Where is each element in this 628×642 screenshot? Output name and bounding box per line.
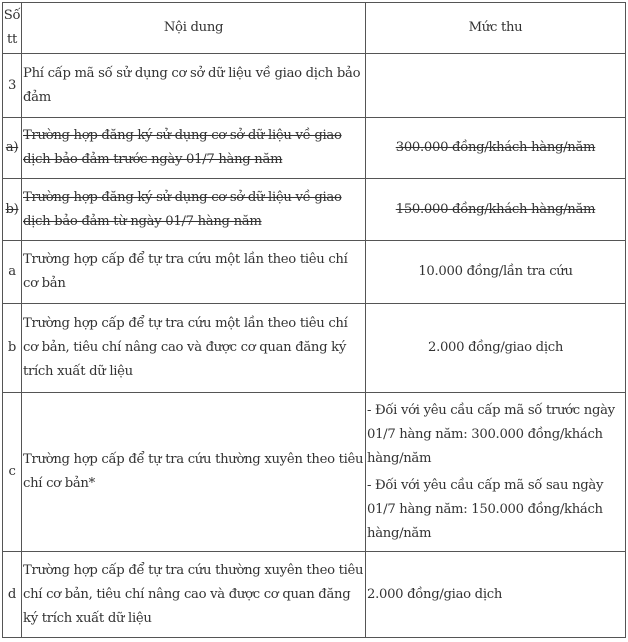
header-row: [3, 3, 626, 54]
header-fee: Mức thu: [366, 3, 626, 54]
table-row: [3, 304, 626, 393]
header-content: Nội dung: [22, 3, 366, 54]
row-content: Trường hợp cấp để tự tra cứu một lần theo tiêu chí cơ bản, tiêu chí nâng cao và được cơ quan đăng ký trích xuất dữ liệu: [22, 304, 366, 393]
row-fee: 150.000 đồng/khách hàng/năm: [366, 179, 626, 241]
table-row: [3, 552, 626, 638]
row-fee: [366, 393, 626, 552]
row-content: Trường hợp cấp để tự tra cứu một lần theo tiêu chí cơ bản: [22, 241, 366, 304]
row-content: Trường hợp cấp để tự tra cứu thường xuyên theo tiêu chí cơ bản*: [22, 393, 366, 552]
row-fee: 300.000 đồng/khách hàng/năm: [366, 118, 626, 179]
table-row: [3, 241, 626, 304]
row-fee: [366, 54, 626, 118]
row-fee: 2.000 đồng/giao dịch: [366, 304, 626, 393]
row-content: Trường hợp đăng ký sử dụng cơ sở dữ liệu về giao dịch bảo đảm từ ngày 01/7 hàng năm: [22, 179, 366, 241]
row-fee: 2.000 đồng/giao dịch: [366, 552, 626, 638]
row-number: a): [3, 118, 22, 179]
fee-after-july: - Đối với yêu cầu cấp mã số sau ngày 01/7 hàng năm: 150.000 đồng/khách hàng/năm: [367, 477, 604, 541]
table-row: [3, 393, 626, 552]
row-number: b): [3, 179, 22, 241]
row-number: b: [3, 304, 22, 393]
row-number: c: [3, 393, 22, 552]
header-stt: Số tt: [3, 3, 22, 54]
row-fee: 10.000 đồng/lần tra cứu: [366, 241, 626, 304]
row-content: Phí cấp mã số sử dụng cơ sở dữ liệu về giao dịch bảo đảm: [22, 54, 366, 118]
row-content: Trường hợp đăng ký sử dụng cơ sở dữ liệu về giao dịch bảo đảm trước ngày 01/7 hàng năm: [22, 118, 366, 179]
table-row: [3, 54, 626, 118]
fee-before-july: - Đối với yêu cầu cấp mã số trước ngày 01/7 hàng năm: 300.000 đồng/khách hàng/năm: [367, 402, 615, 466]
fee-table: [2, 2, 626, 638]
table-row-struck: [3, 179, 626, 241]
row-number: a: [3, 241, 22, 304]
row-content: Trường hợp cấp để tự tra cứu thường xuyên theo tiêu chí cơ bản, tiêu chí nâng cao và được cơ quan đăng ký trích xuất dữ liệu: [22, 552, 366, 638]
row-number: d: [3, 552, 22, 638]
table-row-struck: [3, 118, 626, 179]
row-number: 3: [3, 54, 22, 118]
